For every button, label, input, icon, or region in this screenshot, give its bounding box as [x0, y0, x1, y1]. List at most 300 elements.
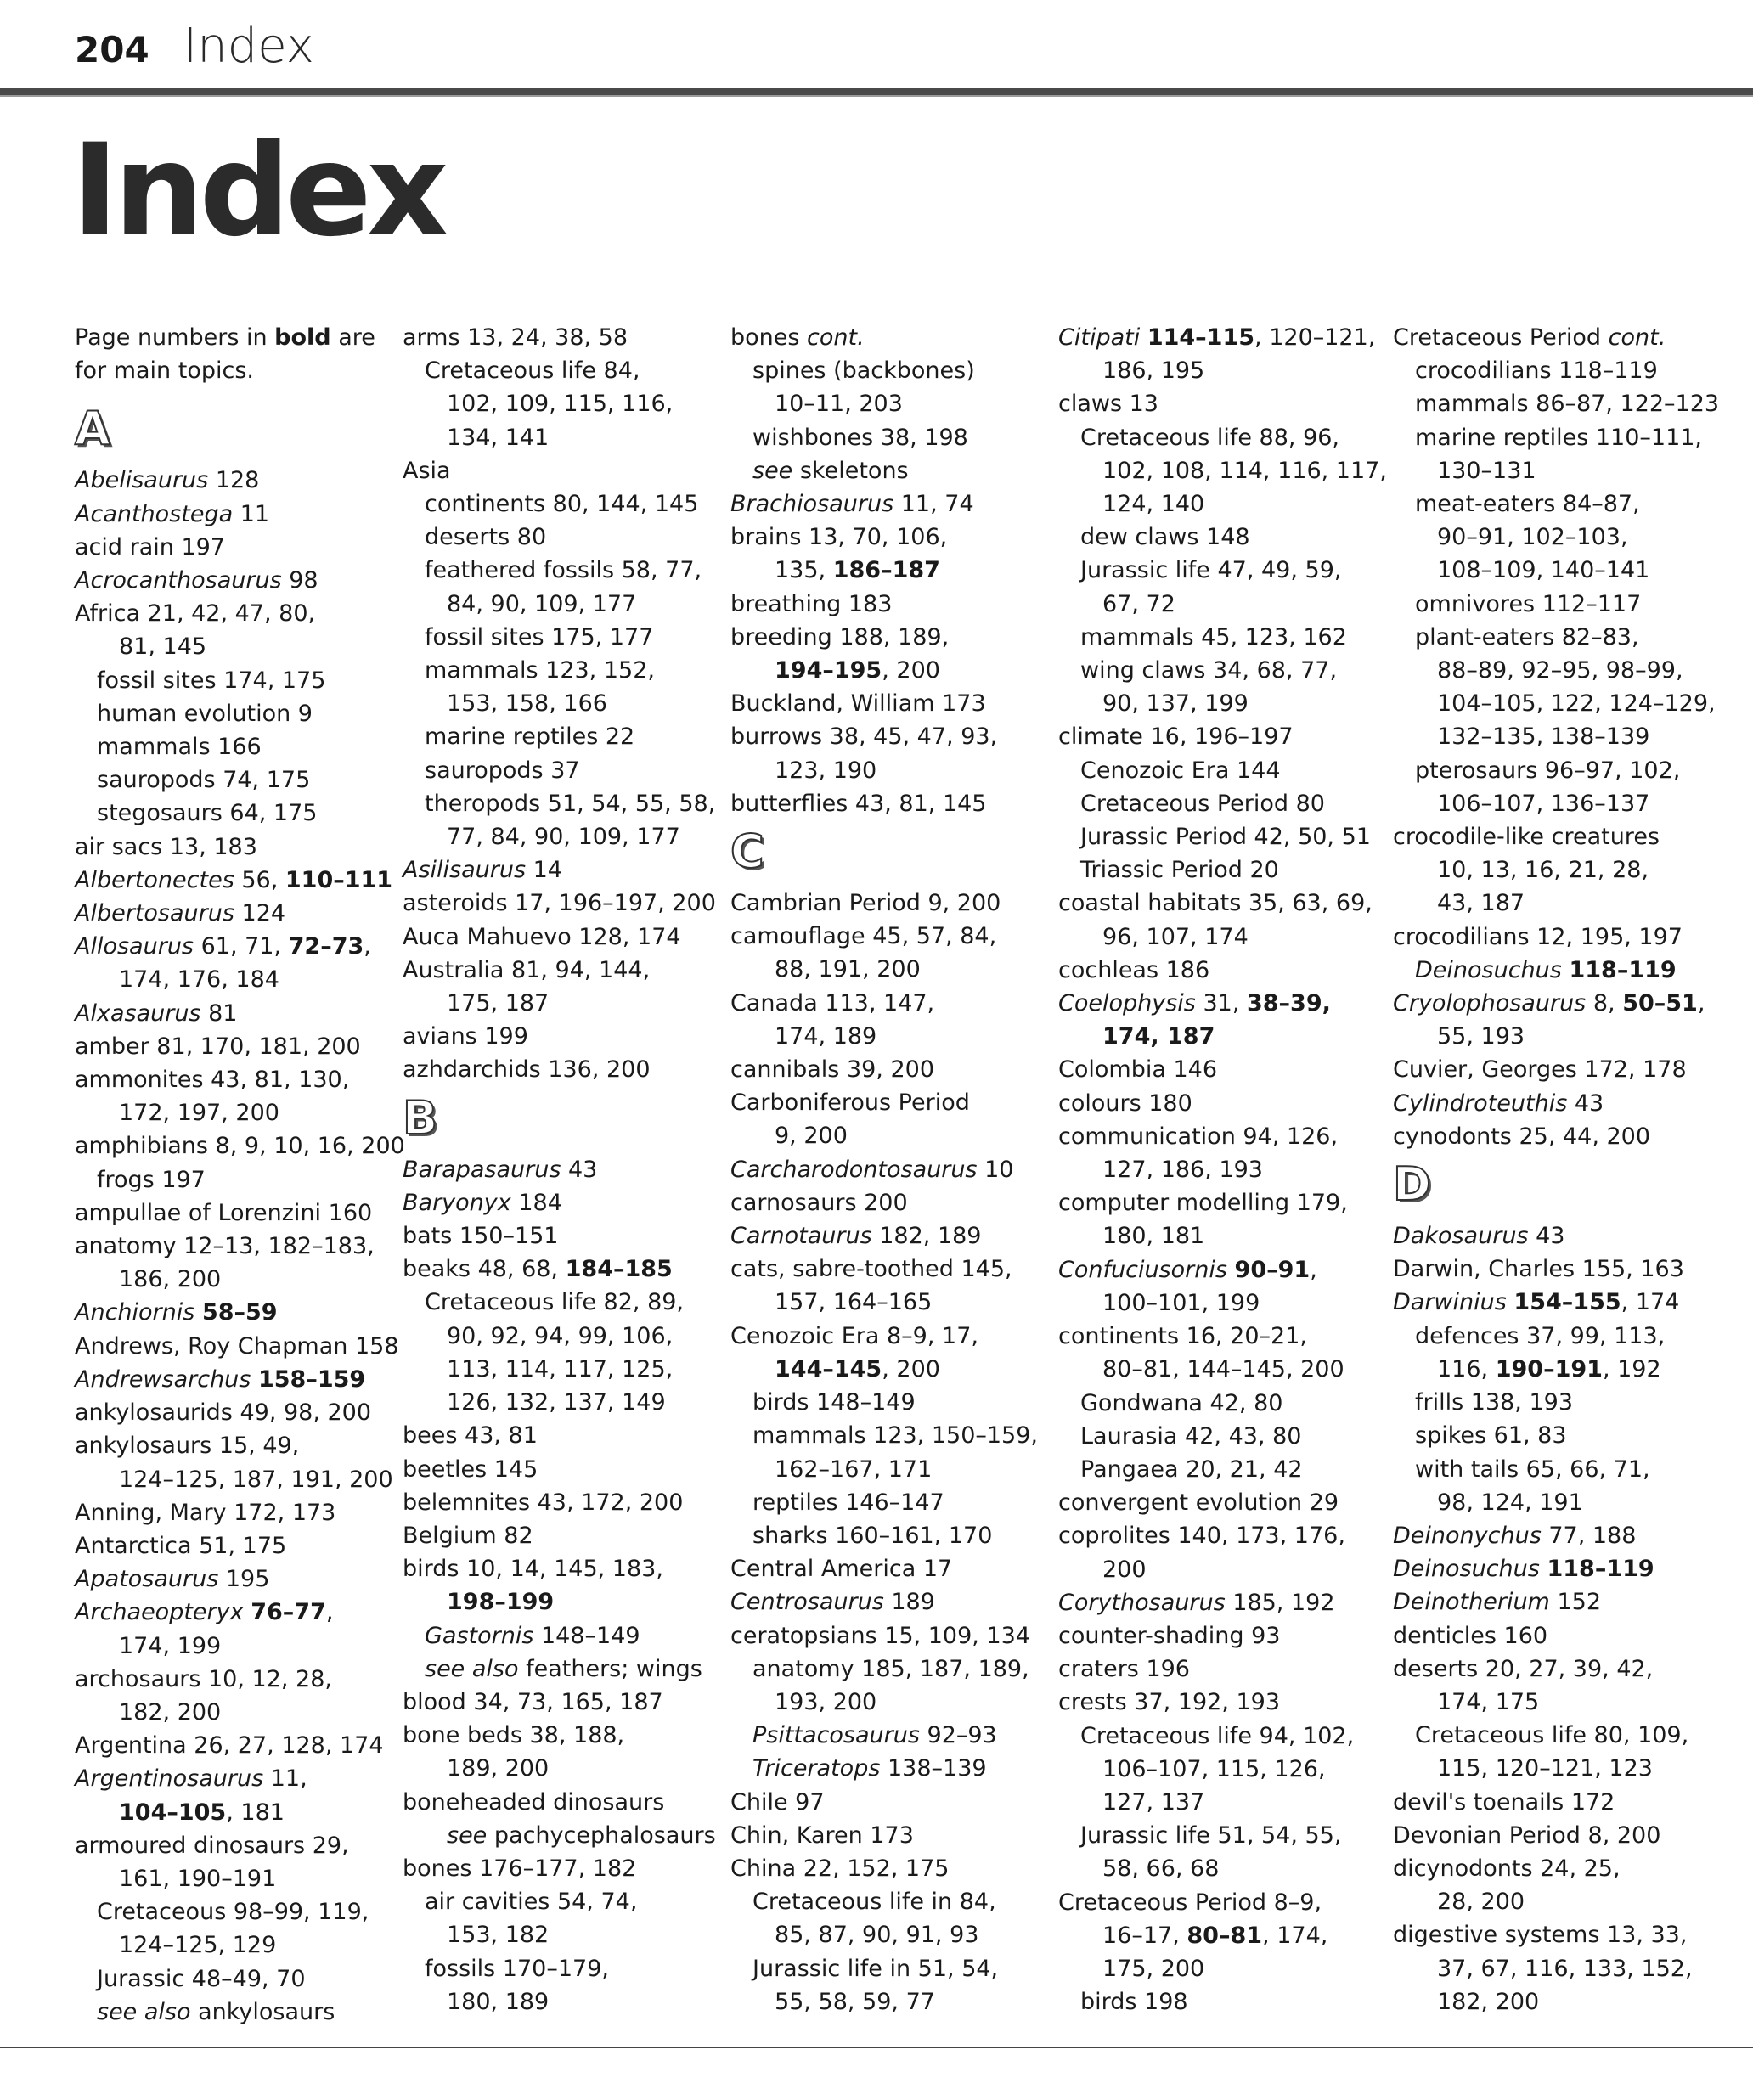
- index-entry: [75, 730, 389, 763]
- entry-text: Asia: [403, 457, 451, 484]
- entry-text: 124–125, 129: [119, 1932, 277, 1959]
- italic-term: see also: [97, 1998, 191, 2025]
- entry-text: Auca Mahuevo 128, 174: [403, 923, 681, 950]
- entry-text: Cretaceous life 84,: [425, 358, 640, 385]
- entry-text: air cavities 54, 74,: [425, 1889, 638, 1916]
- entry-text: 81: [200, 999, 238, 1027]
- entry-text: Anning, Mary 172, 173: [75, 1499, 336, 1526]
- index-entry: [1393, 421, 1707, 454]
- index-entry: [403, 521, 717, 554]
- entry-text: Gondwana 42, 80: [1080, 1389, 1283, 1416]
- index-entry: [730, 454, 1045, 487]
- entry-text: 128: [208, 467, 260, 494]
- entry-text: [244, 1599, 251, 1625]
- entry-text: claws 13: [1058, 391, 1158, 418]
- index-entry: [1393, 1519, 1707, 1552]
- main-topic-pages: 158–159: [257, 1365, 366, 1393]
- index-entry: [1393, 1353, 1707, 1386]
- entry-text: 132–135, 138–139: [1437, 723, 1650, 751]
- index-entry: [1058, 321, 1376, 354]
- index-entry: [730, 554, 1045, 587]
- entry-text: 116,: [1437, 1355, 1496, 1382]
- italic-term: Dakosaurus: [1393, 1223, 1529, 1250]
- italic-term: Acrocanthosaurus: [75, 567, 282, 594]
- entry-text: , 200: [882, 1355, 940, 1382]
- entry-text: 182, 189: [871, 1223, 982, 1250]
- index-entry: [1058, 1286, 1373, 1320]
- index-entry: [75, 564, 389, 597]
- index-entry: [730, 1453, 1045, 1486]
- index-entry: [1393, 1752, 1707, 1785]
- entry-text: sauropods 37: [425, 757, 580, 784]
- index-entry: [730, 1752, 1045, 1785]
- main-topic-pages: 114–115: [1147, 324, 1255, 351]
- italic-term: Deinosuchus: [1415, 956, 1562, 983]
- italic-term: Cylindroteuthis: [1393, 1089, 1568, 1117]
- index-entry: [403, 1020, 717, 1053]
- entry-text: bones 176–177, 182: [403, 1855, 637, 1882]
- index-entry: [730, 1786, 1045, 1819]
- entry-text: 174, 189: [775, 1022, 877, 1050]
- index-entry: [730, 588, 1045, 621]
- italic-term: Apatosaurus: [75, 1566, 219, 1593]
- index-entry: [730, 1153, 1045, 1186]
- entry-text: 104–105, 122, 124–129,: [1437, 690, 1716, 718]
- main-topic-pages: 80–81: [1187, 1922, 1263, 1949]
- index-entry: [403, 921, 717, 954]
- entry-text: theropods 51, 54, 55, 58,: [425, 790, 716, 817]
- italic-term: Acanthostega: [75, 500, 234, 527]
- index-entry: [1393, 1885, 1707, 1918]
- entry-text: colours 180: [1058, 1089, 1192, 1117]
- index-entry: [730, 354, 1045, 387]
- entry-text: for main topics.: [75, 358, 254, 385]
- footer-rule: [0, 2047, 1753, 2048]
- index-entry: [730, 654, 1045, 687]
- entry-text: Jurassic life 51, 54, 55,: [1080, 1822, 1342, 1849]
- index-entry: [1058, 1253, 1373, 1286]
- index-entry: [1393, 654, 1707, 687]
- entry-text: 14: [526, 857, 562, 884]
- index-entry: [75, 1429, 389, 1462]
- index-entry: [730, 321, 1045, 354]
- main-topic-pages: 72–73: [288, 933, 364, 960]
- entry-text: crests 37, 192, 193: [1058, 1689, 1281, 1716]
- entry-text: Devonian Period 8, 200: [1393, 1821, 1661, 1849]
- entry-text: Cretaceous Period 80: [1080, 790, 1325, 817]
- entry-text: 135,: [775, 557, 833, 584]
- entry-text: 11: [233, 500, 270, 527]
- index-entry: [1058, 754, 1373, 787]
- index-entry: [403, 1985, 717, 2018]
- entry-text: Antarctica 51, 175: [75, 1532, 287, 1559]
- index-entry: [75, 797, 389, 830]
- italic-term: Archaeopteryx: [75, 1599, 244, 1626]
- index-entry: [75, 1263, 389, 1296]
- index-entry: [1393, 1852, 1707, 1885]
- entry-text: 152: [1549, 1589, 1601, 1616]
- main-topic-pages: 118–119: [1569, 956, 1677, 983]
- index-entry: [730, 1719, 1045, 1752]
- entry-text: digestive systems 13, 33,: [1393, 1922, 1688, 1949]
- entry-text: are: [330, 324, 375, 351]
- entry-text: armoured dinosaurs 29,: [75, 1832, 349, 1859]
- index-entry: [1058, 1786, 1373, 1819]
- entry-text: 43: [1567, 1089, 1604, 1117]
- entry-text: brains 13, 70, 106,: [730, 524, 948, 551]
- entry-text: Pangaea 20, 21, 42: [1080, 1455, 1303, 1483]
- index-entry: [1058, 1886, 1373, 1919]
- entry-text: 174, 175: [1437, 1688, 1540, 1715]
- entry-text: 175, 187: [447, 990, 550, 1017]
- index-entry: [1058, 1153, 1373, 1186]
- italic-term: Deinotherium: [1393, 1589, 1550, 1616]
- running-head: [75, 19, 314, 87]
- index-entry: [75, 1895, 389, 1928]
- index-entry: [403, 321, 717, 354]
- entry-text: mammals 45, 123, 162: [1080, 623, 1347, 650]
- entry-text: fossils 170–179,: [425, 1955, 609, 1982]
- main-topic-pages: bold: [274, 324, 331, 351]
- entry-text: 106–107, 136–137: [1437, 790, 1650, 817]
- entry-text: skeletons: [792, 457, 909, 484]
- entry-text: 102, 108, 114, 116, 117,: [1102, 457, 1387, 484]
- italic-term: Asilisaurus: [403, 857, 527, 884]
- italic-term: Barapasaurus: [403, 1156, 561, 1183]
- entry-text: 162–167, 171: [775, 1455, 933, 1483]
- entry-text: dicynodonts 24, 25,: [1393, 1855, 1621, 1882]
- index-entry: [403, 1819, 717, 1852]
- index-entry: [1393, 1219, 1707, 1253]
- index-entry: [403, 1918, 717, 1951]
- entry-text: Cretaceous life 80, 109,: [1415, 1722, 1689, 1749]
- entry-text: 153, 182: [447, 1922, 550, 1949]
- italic-term: Argentinosaurus: [75, 1765, 264, 1793]
- entry-text: marine reptiles 22: [425, 723, 635, 751]
- entry-text: mammals 166: [97, 734, 262, 761]
- entry-text: Jurassic 48–49, 70: [97, 1965, 306, 1992]
- entry-text: 43: [561, 1156, 598, 1183]
- entry-text: wishbones 38, 198: [752, 424, 968, 451]
- entry-text: breeding 188, 189,: [730, 623, 950, 650]
- entry-text: frogs 197: [97, 1166, 206, 1193]
- entry-text: 80–81, 144–145, 200: [1102, 1356, 1344, 1383]
- entry-text: communication 94, 126,: [1058, 1123, 1339, 1150]
- index-entry: [75, 864, 393, 897]
- entry-text: marine reptiles 110–111,: [1415, 424, 1703, 451]
- entry-text: camouflage 45, 57, 84,: [730, 923, 997, 950]
- entry-text: , 192: [1602, 1355, 1661, 1382]
- index-entry: [1393, 1652, 1707, 1686]
- entry-text: burrows 38, 45, 47, 93,: [730, 723, 998, 751]
- index-entry: [75, 1596, 389, 1629]
- entry-text: 130–131: [1437, 457, 1536, 484]
- entry-text: 175, 200: [1102, 1955, 1205, 1982]
- entry-text: deserts 20, 27, 39, 42,: [1393, 1655, 1654, 1682]
- index-entry: [730, 987, 1045, 1020]
- entry-text: , 120–121,: [1254, 324, 1376, 351]
- main-topic-pages: 190–191: [1495, 1355, 1603, 1382]
- index-entry: [403, 1320, 717, 1353]
- index-entry: [75, 1396, 389, 1429]
- entry-text: ankylosaurids 49, 98, 200: [75, 1399, 372, 1427]
- entry-text: fossil sites 174, 175: [97, 667, 326, 694]
- index-entry: [75, 1829, 389, 1862]
- index-entry: [75, 664, 389, 697]
- entry-text: 186, 200: [119, 1266, 222, 1293]
- index-entry: [403, 1752, 717, 1785]
- index-entry: [730, 887, 1045, 920]
- index-entry: [403, 1219, 717, 1253]
- entry-text: coastal habitats 35, 63, 69,: [1058, 890, 1373, 917]
- index-entry: [75, 1663, 389, 1696]
- index-entry: [403, 1386, 717, 1419]
- entry-text: human evolution 9: [97, 700, 313, 727]
- entry-text: 98: [281, 567, 318, 594]
- index-column-1: [75, 321, 405, 2029]
- index-entry: [75, 1796, 389, 1829]
- index-entry: [1393, 1087, 1707, 1120]
- entry-text: , 174,: [1262, 1922, 1328, 1949]
- index-entry: [1058, 1120, 1373, 1153]
- index-entry: [403, 887, 717, 920]
- entry-text: bees 43, 81: [403, 1422, 538, 1450]
- entry-text: 200: [1102, 1556, 1147, 1583]
- index-entry: [730, 920, 1045, 953]
- main-topic-pages: 186–187: [832, 557, 940, 584]
- entry-text: Colombia 146: [1058, 1056, 1217, 1084]
- entry-text: 174, 199: [119, 1632, 222, 1659]
- index-entry: [1058, 1320, 1373, 1353]
- index-entry: [730, 1918, 1045, 1951]
- entry-text: belemnites 43, 172, 200: [403, 1489, 684, 1516]
- entry-text: Cambrian Period 9, 200: [730, 890, 1001, 917]
- section-letter: C: [730, 825, 764, 879]
- index-entry: [730, 1686, 1045, 1719]
- index-entry: [403, 954, 717, 987]
- entry-text: 185, 192: [1225, 1589, 1335, 1616]
- index-entry: [1393, 1419, 1707, 1452]
- index-entry: [1393, 521, 1707, 554]
- entry-text: Laurasia 42, 43, 80: [1080, 1422, 1302, 1450]
- entry-text: bats 150–151: [403, 1223, 559, 1250]
- index-entry: [1393, 1286, 1707, 1319]
- entry-text: birds 148–149: [752, 1389, 916, 1416]
- italic-term: Cryolophosaurus: [1393, 990, 1587, 1017]
- index-entry: [1058, 1852, 1373, 1885]
- index-entry: [730, 387, 1045, 420]
- entry-text: birds 10, 14, 145, 183,: [403, 1556, 663, 1583]
- entry-text: 123, 190: [775, 757, 877, 784]
- index-entry: [1393, 820, 1707, 853]
- entry-text: 180, 189: [447, 1988, 550, 2015]
- index-entry: [403, 687, 717, 720]
- index-entry: [1393, 720, 1707, 753]
- entry-text: 115, 120–121, 123: [1437, 1755, 1653, 1782]
- index-entry: [403, 354, 717, 387]
- entry-text: 172, 197, 200: [119, 1100, 279, 1127]
- entry-text: 88, 191, 200: [775, 956, 921, 983]
- index-entry: [1058, 387, 1373, 420]
- italic-term: Citipati: [1058, 324, 1141, 351]
- entry-text: 124, 140: [1102, 491, 1205, 518]
- entry-text: 189, 200: [447, 1755, 550, 1782]
- index-entry: [730, 1619, 1045, 1652]
- entry-text: , 181: [226, 1799, 285, 1826]
- entry-text: 193, 200: [775, 1688, 877, 1715]
- index-entry: [403, 1353, 717, 1386]
- entry-text: bones: [730, 324, 808, 351]
- entry-text: , 174: [1621, 1289, 1680, 1316]
- entry-text: 126, 132, 137, 149: [447, 1389, 666, 1416]
- entry-text: Canada 113, 147,: [730, 989, 935, 1016]
- entry-text: 195: [218, 1566, 270, 1593]
- main-topic-pages: 174, 187: [1102, 1023, 1215, 1050]
- entry-text: 106–107, 115, 126,: [1102, 1755, 1326, 1782]
- entry-text: devil's toenails 172: [1393, 1788, 1615, 1816]
- entry-text: crocodilians 118–119: [1415, 358, 1658, 385]
- entry-text: 161, 190–191: [119, 1865, 277, 1892]
- index-entry: [1393, 754, 1707, 787]
- header-rule: [0, 88, 1753, 95]
- index-entry: [1058, 720, 1373, 753]
- entry-text: 9, 200: [775, 1123, 848, 1150]
- index-entry: [1393, 1952, 1707, 1985]
- index-entry: [1058, 1553, 1373, 1586]
- index-entry: [730, 1885, 1045, 1918]
- entry-text: Page numbers in: [75, 324, 275, 351]
- entry-text: [1140, 324, 1147, 351]
- entry-text: ceratopsians 15, 109, 134: [730, 1622, 1030, 1649]
- index-entry: [75, 830, 389, 864]
- main-topic-pages: 104–105: [119, 1799, 227, 1826]
- entry-text: deserts 80: [425, 524, 547, 551]
- entry-text: 56,: [234, 866, 285, 893]
- index-entry: [1058, 787, 1373, 820]
- entry-text: computer modelling 179,: [1058, 1190, 1348, 1217]
- entry-text: 90–91, 102–103,: [1437, 524, 1628, 551]
- index-entry: [730, 621, 1045, 654]
- entry-text: 180, 181: [1102, 1223, 1205, 1250]
- entry-text: ,: [325, 1599, 334, 1626]
- entry-text: , 200: [882, 657, 940, 684]
- entry-text: convergent evolution 29: [1058, 1489, 1339, 1517]
- index-entry: [1058, 1720, 1373, 1753]
- entry-text: 138–139: [880, 1755, 987, 1782]
- index-entry: [730, 1353, 1045, 1386]
- italic-term: Andrewsarchus: [75, 1365, 251, 1393]
- index-entry: [403, 588, 717, 621]
- index-entry: [1393, 1453, 1707, 1486]
- index-entry: [730, 1219, 1045, 1253]
- index-entry: [75, 1496, 389, 1529]
- entry-text: 113, 114, 117, 125,: [447, 1355, 674, 1382]
- main-topic-pages: 144–145: [775, 1355, 882, 1382]
- index-entry: [75, 1230, 389, 1263]
- index-entry: [730, 754, 1045, 787]
- entry-text: spikes 61, 83: [1415, 1422, 1567, 1450]
- italic-term: Carcharodontosaurus: [730, 1156, 978, 1183]
- entry-text: 67, 72: [1102, 590, 1175, 617]
- index-entry: [1058, 1985, 1373, 2018]
- index-entry: [730, 1020, 1045, 1053]
- main-topic-pages: 194–195: [775, 657, 882, 684]
- index-entry: [1058, 1619, 1373, 1652]
- index-entry: [1393, 1619, 1707, 1652]
- index-entry: [403, 1619, 717, 1652]
- italic-term: Darwinius: [1393, 1289, 1507, 1316]
- italic-term: Deinosuchus: [1393, 1556, 1540, 1583]
- entry-text: Cretaceous Period 8–9,: [1058, 1889, 1322, 1916]
- index-entry: [1058, 1453, 1373, 1486]
- entry-text: arms 13, 24, 38, 58: [403, 324, 628, 351]
- index-entry: [403, 1286, 717, 1319]
- index-entry: [730, 1086, 1045, 1119]
- index-entry: [1058, 1186, 1373, 1219]
- index-entry: [730, 1119, 1045, 1152]
- entry-text: Cuvier, Georges 172, 178: [1393, 1056, 1687, 1084]
- entry-text: cochleas 186: [1058, 956, 1210, 983]
- index-entry: [1058, 354, 1373, 387]
- index-entry: [730, 1386, 1045, 1419]
- entry-text: 102, 109, 115, 116,: [447, 391, 674, 418]
- entry-text: cynodonts 25, 44, 200: [1393, 1123, 1651, 1150]
- index-entry: [403, 621, 717, 654]
- italic-term: see: [447, 1821, 488, 1849]
- entry-text: Andrews, Roy Chapman 158: [75, 1332, 399, 1360]
- entry-text: pachycephalosaurs: [487, 1821, 716, 1849]
- index-entry: [403, 720, 717, 753]
- index-entry: [1393, 588, 1707, 621]
- entry-text: bone beds 38, 188,: [403, 1722, 625, 1749]
- italic-term: Confuciusornis: [1058, 1256, 1227, 1283]
- entry-text: sharks 160–161, 170: [752, 1522, 993, 1549]
- index-entry: [730, 687, 1045, 720]
- index-entry: [730, 953, 1045, 986]
- entry-text: counter-shading 93: [1058, 1622, 1281, 1649]
- italic-term: cont.: [1608, 324, 1666, 351]
- index-entry: [403, 1453, 717, 1486]
- entry-text: feathers; wings: [518, 1655, 702, 1682]
- entry-text: Jurassic Period 42, 50, 51: [1080, 824, 1371, 851]
- entry-text: 96, 107, 174: [1102, 923, 1249, 950]
- section-letter: B: [403, 1090, 438, 1145]
- entry-text: 61, 71,: [194, 933, 289, 960]
- entry-text: amber 81, 170, 181, 200: [75, 1033, 361, 1060]
- main-topic-pages: 110–111: [285, 866, 393, 893]
- entry-text: cats, sabre-toothed 145,: [730, 1256, 1012, 1283]
- index-entry: [403, 1952, 717, 1985]
- entry-text: 37, 67, 116, 133, 152,: [1437, 1955, 1693, 1982]
- index-entry: [403, 1519, 717, 1552]
- index-entry: [1058, 1387, 1373, 1420]
- header-rule-thin: [0, 95, 1753, 97]
- entry-text: [1227, 1257, 1235, 1283]
- index-intro-line: [75, 354, 389, 387]
- index-entry: [403, 421, 717, 454]
- index-entry: [730, 1852, 1045, 1885]
- index-entry: [730, 1519, 1045, 1552]
- entry-text: 84, 90, 109, 177: [447, 590, 637, 617]
- index-entry: [1393, 1719, 1707, 1752]
- index-entry: [1058, 1020, 1373, 1053]
- index-entry: [730, 521, 1045, 554]
- entry-text: Central America 17: [730, 1556, 953, 1583]
- entry-text: Australia 81, 94, 144,: [403, 956, 651, 983]
- entry-text: avians 199: [403, 1023, 528, 1050]
- entry-text: asteroids 17, 196–197, 200: [403, 890, 716, 917]
- index-entry: [75, 597, 389, 630]
